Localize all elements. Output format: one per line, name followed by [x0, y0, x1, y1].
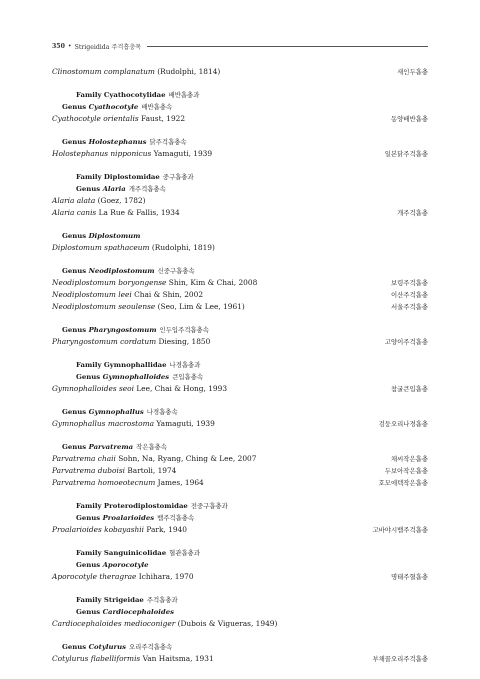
korean-common-name: 새인두흡충	[397, 68, 428, 76]
authority: Yamaguti, 1939	[156, 419, 215, 428]
authority: Van Haitsma, 1931	[142, 654, 214, 663]
genus-heading	[52, 265, 428, 277]
genus-prefix: Genus	[76, 608, 101, 616]
species-entry	[52, 148, 428, 160]
species-name	[52, 195, 146, 207]
family-korean-name: 배반흡충과	[168, 91, 200, 99]
page-number: 350	[52, 42, 65, 50]
authority: (Goez, 1782)	[97, 196, 146, 205]
authority: (Rudolphi, 1814)	[157, 67, 221, 76]
genus-name: Cotylurus	[88, 643, 126, 651]
genus-prefix: Genus	[62, 103, 87, 111]
korean-common-name: 검둥오리나경흡충	[378, 420, 428, 428]
authority: Shin, Kim & Chai, 2008	[168, 278, 258, 287]
scientific-name: Parvatrema homoeotecnum	[52, 478, 156, 487]
authority: James, 1964	[157, 478, 204, 487]
species-name	[52, 453, 256, 465]
family-korean-name: 나경흡충과	[169, 361, 201, 369]
species-name	[52, 301, 245, 313]
genus-heading	[52, 230, 428, 242]
genus-korean-name: 신중구흡충속	[157, 267, 195, 275]
spacer	[52, 125, 428, 136]
genus-name: Cyathocotyle	[88, 103, 139, 111]
genus-heading	[52, 183, 428, 195]
species-entry	[52, 524, 428, 536]
species-entry	[52, 618, 428, 630]
authority: (Dubois & Vigueras, 1949)	[177, 619, 278, 628]
species-entry	[52, 653, 428, 665]
species-entry	[52, 113, 428, 125]
scientific-name: Cotylurus flabelliformis	[52, 654, 141, 663]
species-entry	[52, 66, 428, 78]
scientific-name: Diplostomum spathaceum	[52, 243, 150, 252]
spacer	[52, 160, 428, 171]
genus-prefix: Genus	[62, 408, 87, 416]
spacer	[52, 313, 428, 324]
korean-common-name: 호모에텍작은흡충	[378, 479, 428, 487]
genus-name: Cardiocephaloides	[102, 608, 174, 616]
spacer	[52, 254, 428, 265]
scientific-name: Cardiocephaloides medioconiger	[52, 619, 176, 628]
genus-korean-name: 뱀주걱흡충속	[157, 514, 195, 522]
genus-label	[62, 138, 147, 146]
genus-label	[76, 373, 169, 381]
genus-label	[62, 643, 126, 651]
genus-korean-name: 나경흡충속	[146, 408, 178, 416]
species-name	[52, 571, 194, 583]
scientific-name: Neodiplostomum leei	[52, 290, 132, 299]
genus-name: Aporocotyle	[102, 561, 149, 569]
scientific-name: Gymnophalloides seoi	[52, 384, 134, 393]
family-heading	[52, 500, 428, 512]
genus-prefix: Genus	[62, 326, 87, 334]
genus-name: Parvatrema	[88, 443, 134, 451]
species-name	[52, 477, 204, 489]
genus-prefix: Genus	[62, 443, 87, 451]
species-entry	[52, 477, 428, 489]
korean-common-name: 부채꼴오리주걱흡충	[372, 655, 428, 663]
family-name: Family Cyathocotylidae	[76, 91, 166, 99]
species-name	[52, 207, 180, 219]
genus-name: Holostephanus	[88, 138, 147, 146]
scientific-name: Alaria alata	[52, 196, 96, 205]
genus-label	[76, 561, 149, 569]
taxonomy-list	[52, 66, 428, 665]
genus-heading	[52, 606, 428, 618]
family-korean-name: 전중구흡충과	[190, 502, 228, 510]
genus-label	[76, 185, 126, 193]
species-entry	[52, 207, 428, 219]
authority: Yamaguti, 1939	[153, 149, 213, 158]
species-name	[52, 289, 203, 301]
family-name: Family Gymnophallidae	[76, 361, 167, 369]
spacer	[52, 219, 428, 230]
family-heading	[52, 89, 428, 101]
scientific-name: Neodiplostomum seoulense	[52, 302, 156, 311]
genus-label	[62, 443, 133, 451]
scientific-name: Proalarioides kobayashii	[52, 525, 145, 534]
scientific-name: Aporocotyle theragrae	[52, 572, 137, 581]
genus-label	[62, 232, 140, 240]
family-name: Family Sanguinicolidae	[76, 549, 167, 557]
genus-prefix: Genus	[62, 267, 87, 275]
genus-prefix: Genus	[76, 514, 101, 522]
authority: (Rudolphi, 1819)	[151, 243, 215, 252]
family-name: Family Diplostomidae	[76, 173, 160, 181]
genus-korean-name: 개주걱흡충속	[128, 185, 166, 193]
genus-prefix: Genus	[76, 185, 101, 193]
genus-label	[62, 408, 144, 416]
genus-name: Gymnophallus	[88, 408, 144, 416]
species-entry	[52, 418, 428, 430]
species-name	[52, 383, 227, 395]
family-name: Family Proterodiplostomidae	[76, 502, 188, 510]
genus-name: Gymnophalloides	[102, 373, 170, 381]
family-heading	[52, 547, 428, 559]
authority: Diesing, 1850	[158, 337, 211, 346]
genus-name: Neodiplostomum	[88, 267, 155, 275]
genus-korean-name: 닭주걱흡충속	[149, 138, 187, 146]
genus-heading	[52, 512, 428, 524]
genus-label	[76, 514, 154, 522]
scientific-name: Pharyngostomum cordatum	[52, 337, 157, 346]
family-korean-name: 중구흡충과	[162, 173, 194, 181]
spacer	[52, 536, 428, 547]
genus-heading	[52, 101, 428, 113]
genus-name: Diplostomum	[88, 232, 141, 240]
species-entry	[52, 301, 428, 313]
running-header	[52, 40, 428, 52]
species-name	[52, 524, 187, 536]
genus-korean-name: 인두입주걱흡충속	[159, 326, 209, 334]
korean-common-name: 일본닭주걱흡충	[384, 150, 428, 158]
genus-korean-name: 작은흡충속	[136, 443, 167, 451]
species-name	[52, 242, 215, 254]
header-rule	[147, 46, 428, 47]
authority: Lee, Chai & Hong, 1993	[136, 384, 228, 393]
scientific-name: Neodiplostomum boryongense	[52, 278, 167, 287]
scientific-name: Gymnophallus macrostoma	[52, 419, 154, 428]
korean-common-name: 채씨작은흡충	[390, 455, 428, 463]
genus-heading	[52, 136, 428, 148]
spacer	[52, 78, 428, 89]
korean-common-name: 보령주걱흡충	[390, 279, 428, 287]
scientific-name: Alaria canis	[52, 208, 97, 217]
species-entry	[52, 465, 428, 477]
species-entry	[52, 195, 428, 207]
species-name	[52, 418, 215, 430]
genus-prefix: Genus	[62, 643, 87, 651]
genus-heading	[52, 324, 428, 336]
species-name	[52, 653, 214, 665]
spacer	[52, 583, 428, 594]
korean-common-name: 명태주혈흡충	[390, 573, 428, 581]
family-korean-name: 혈관흡충과	[169, 549, 201, 557]
scientific-name: Cyathocotyle orientalis	[52, 114, 139, 123]
genus-name: Proalarioides	[102, 514, 155, 522]
species-name	[52, 113, 185, 125]
authority: (Seo, Lim & Lee, 1961)	[157, 302, 245, 311]
genus-label	[62, 103, 138, 111]
spacer	[52, 348, 428, 359]
species-entry	[52, 453, 428, 465]
korean-common-name: 고바야시뱀주걱흡충	[372, 526, 428, 534]
authority: Faust, 1922	[140, 114, 186, 123]
species-entry	[52, 289, 428, 301]
korean-common-name: 이산주걱흡충	[390, 291, 428, 299]
genus-heading	[52, 406, 428, 418]
species-name	[52, 66, 220, 78]
scientific-name: Parvatrema chaii	[52, 454, 116, 463]
korean-common-name: 고양이주걱흡충	[384, 338, 428, 346]
korean-common-name: 개주걱흡충	[397, 209, 428, 217]
genus-name: Alaria	[102, 185, 126, 193]
genus-korean-name: 큰입흡충속	[172, 373, 204, 381]
species-name	[52, 277, 257, 289]
spacer	[52, 630, 428, 641]
korean-common-name: 참굴큰입흡충	[390, 385, 428, 393]
genus-prefix: Genus	[76, 373, 101, 381]
family-heading	[52, 359, 428, 371]
species-name	[52, 465, 176, 477]
species-name	[52, 618, 277, 630]
genus-heading	[52, 371, 428, 383]
species-name	[52, 148, 212, 160]
authority: Chai & Shin, 2002	[134, 290, 204, 299]
genus-heading	[52, 641, 428, 653]
korean-common-name: 두보아작은흡충	[384, 467, 428, 475]
authority: Bartoli, 1974	[127, 466, 177, 475]
family-name: Family Strigeidae	[76, 596, 144, 604]
spacer	[52, 489, 428, 500]
genus-prefix: Genus	[62, 138, 87, 146]
family-korean-name: 주걱흡충과	[146, 596, 178, 604]
header-separator: •	[67, 42, 72, 50]
species-entry	[52, 277, 428, 289]
authority: Ichihara, 1970	[138, 572, 194, 581]
scientific-name: Holostephanus nipponicus	[52, 149, 152, 158]
korean-common-name: 동양배반흡충	[390, 115, 428, 123]
genus-label	[62, 267, 155, 275]
authority: Sohn, Na, Ryang, Ching & Lee, 2007	[118, 454, 257, 463]
spacer	[52, 430, 428, 441]
genus-name: Pharyngostomum	[88, 326, 157, 334]
header-title: Strigeidida 주걱흡충목	[74, 43, 142, 51]
species-entry	[52, 336, 428, 348]
genus-korean-name: 배반흡충속	[141, 103, 173, 111]
species-entry	[52, 571, 428, 583]
genus-heading	[52, 441, 428, 453]
species-entry	[52, 242, 428, 254]
genus-label	[62, 326, 157, 334]
genus-label	[76, 608, 174, 616]
family-heading	[52, 171, 428, 183]
scientific-name: Parvatrema duboisi	[52, 466, 125, 475]
korean-common-name: 서울주걱흡충	[390, 303, 428, 311]
genus-prefix: Genus	[62, 232, 87, 240]
species-entry	[52, 383, 428, 395]
genus-prefix: Genus	[76, 561, 101, 569]
genus-heading	[52, 559, 428, 571]
genus-korean-name: 오리주걱흡충속	[129, 643, 173, 651]
species-name	[52, 336, 210, 348]
scientific-name: Clinostomum complanatum	[52, 67, 155, 76]
spacer	[52, 395, 428, 406]
authority: La Rue & Fallis, 1934	[98, 208, 180, 217]
authority: Park, 1940	[146, 525, 187, 534]
family-heading	[52, 594, 428, 606]
